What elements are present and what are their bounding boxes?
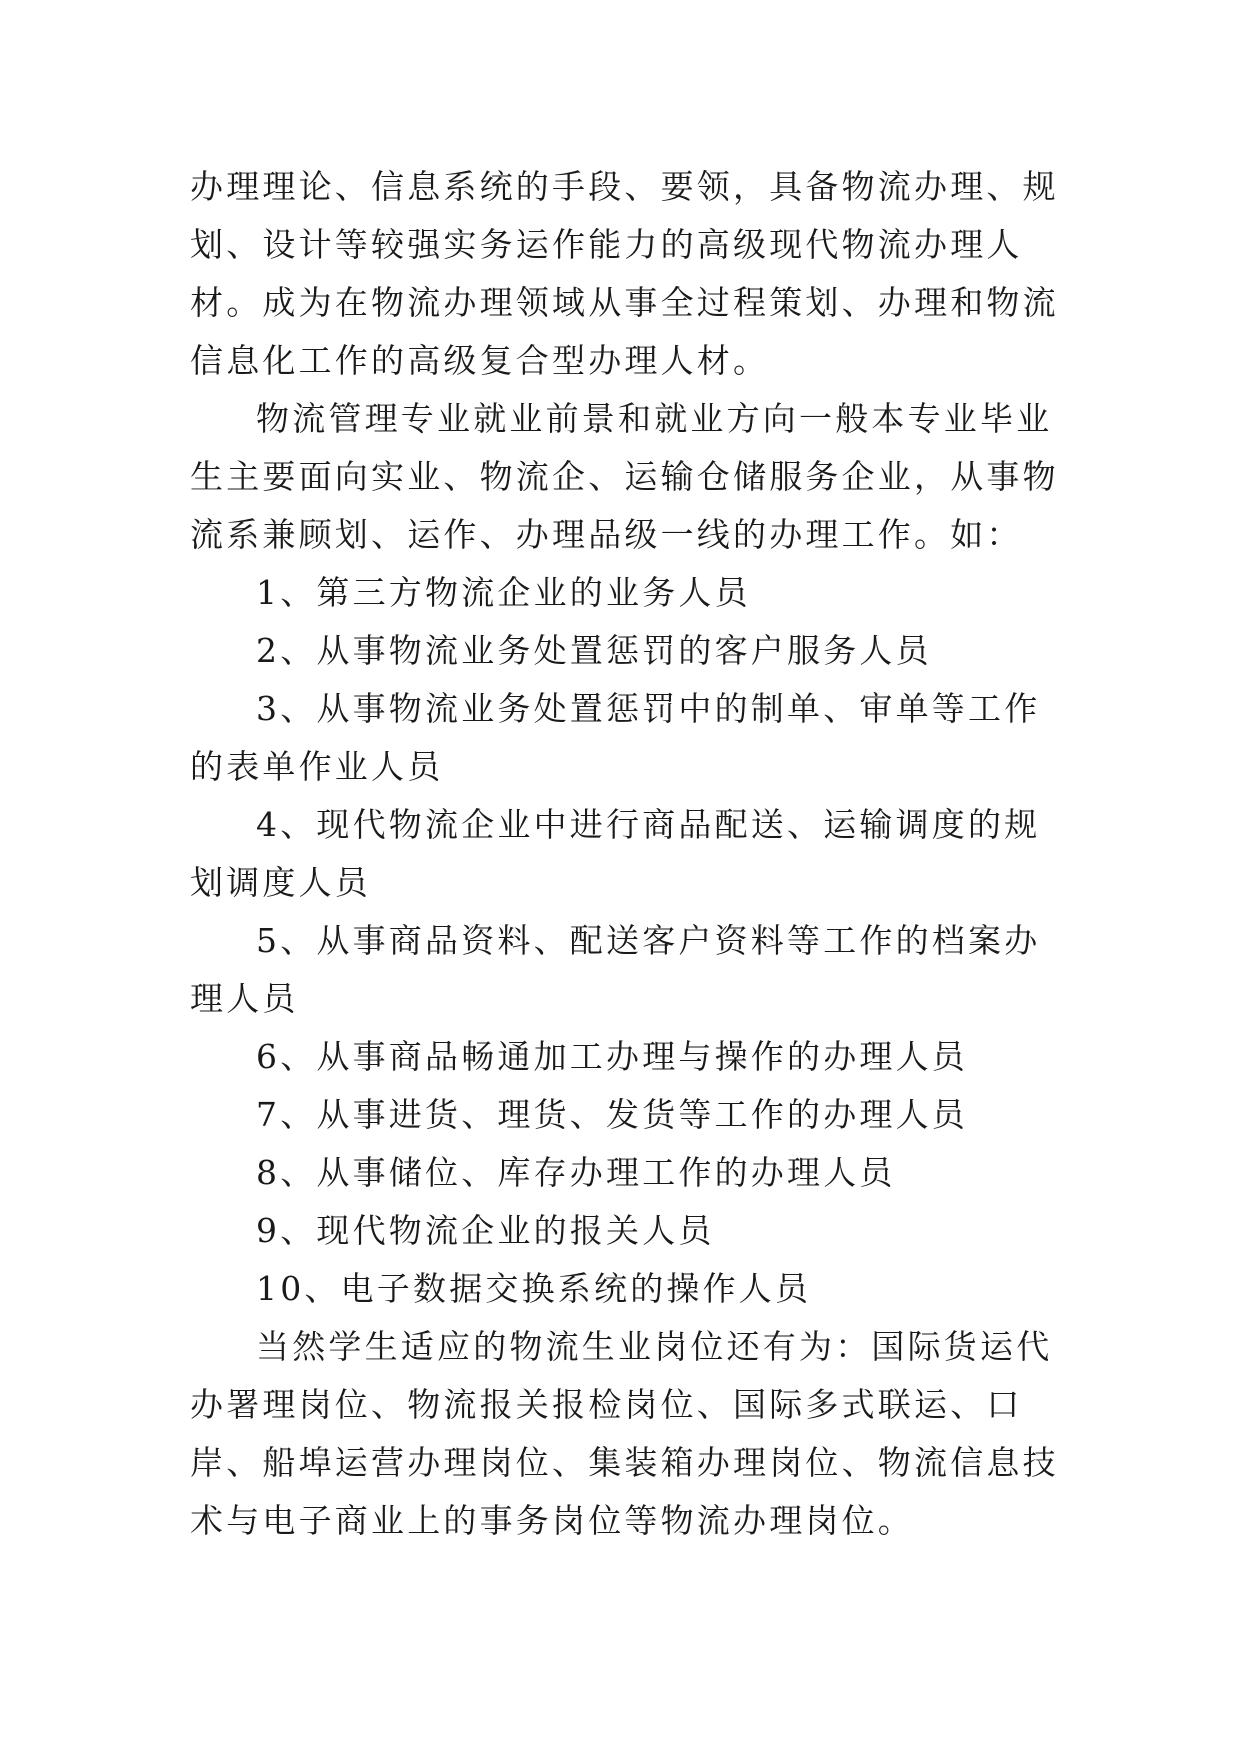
list-item-2: 2、从事物流业务处置惩罚的客户服务人员	[256, 631, 932, 670]
list-item-1: 1、第三方物流企业的业务人员	[256, 573, 751, 612]
list-item-6: 6、从事商品畅通加工办理与操作的办理人员	[256, 1037, 968, 1076]
list-item-7: 7、从事进货、理货、发货等工作的办理人员	[256, 1095, 968, 1134]
paragraph-other-positions: 当然学生适应的物流生业岗位还有为：国际货运代办署理岗位、物流报关报检岗位、国际多式联运、口岸、船埠运营办理岗位、集装箱办理岗位、物流信息技术与电子商业上的事务岗位等物流办理岗位。	[190, 1327, 1059, 1540]
list-item-9: 9、现代物流企业的报关人员	[256, 1211, 715, 1250]
paragraph-employment-prospects: 物流管理专业就业前景和就业方向一般本专业毕业生主要面向实业、物流企、运输仓储服务企业，从事物流系兼顾划、运作、办理品级一线的办理工作。如：	[190, 399, 1059, 554]
list-item-8: 8、从事储位、库存办理工作的办理人员	[256, 1153, 896, 1192]
paragraph-continuation: 办理理论、信息系统的手段、要领，具备物流办理、规划、设计等较强实务运作能力的高级现代物流办理人材。成为在物流办理领域从事全过程策划、办理和物流信息化工作的高级复合型办理人材。	[190, 167, 1059, 380]
document-body	[190, 158, 1060, 1550]
list-item-10: 10、电子数据交换系统的操作人员	[256, 1269, 812, 1308]
list-item-4: 4、现代物流企业中进行商品配送、运输调度的规划调度人员	[190, 805, 1041, 902]
list-item-5: 5、从事商品资料、配送客户资料等工作的档案办理人员	[190, 921, 1041, 1018]
list-item-3: 3、从事物流业务处置惩罚中的制单、审单等工作的表单作业人员	[190, 689, 1041, 786]
